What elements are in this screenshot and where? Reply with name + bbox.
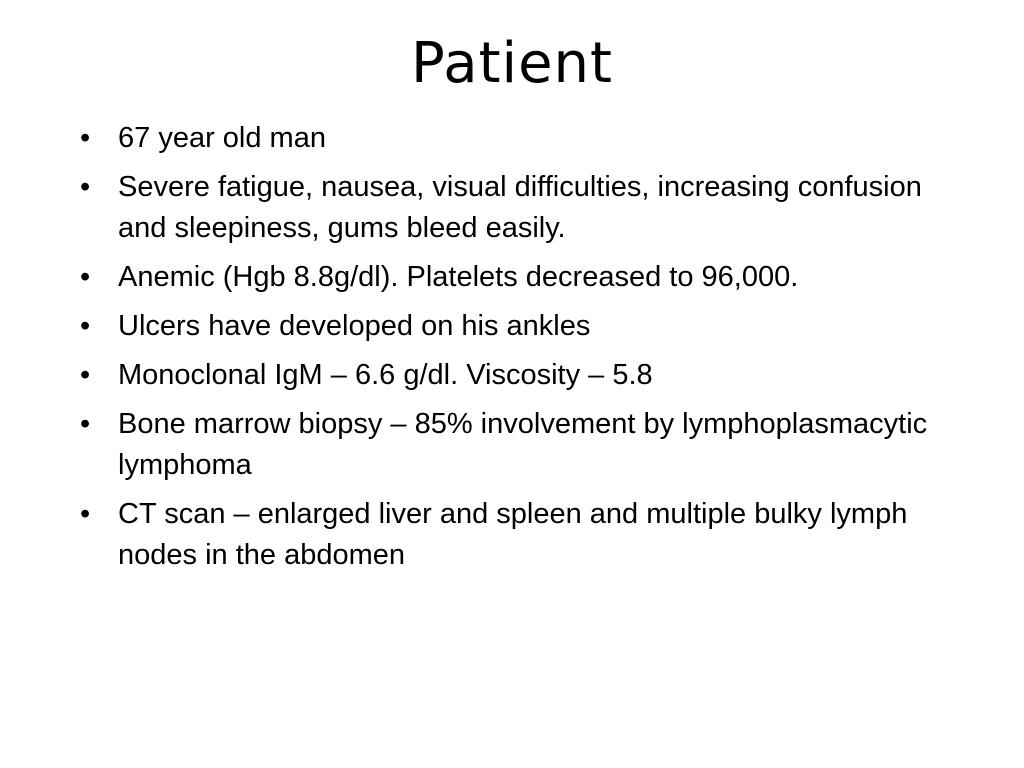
bullet-item-ulcers <box>72 306 952 347</box>
bullet-text: Severe fatigue, nausea, visual difficulties, increasing confusion and sleepiness, gums bleed easily. <box>118 171 922 244</box>
slide-title: Patient <box>411 31 613 96</box>
bullet-list <box>72 118 952 584</box>
bullet-icon: • <box>80 261 91 293</box>
bullet-icon: • <box>80 310 91 342</box>
bullet-icon: • <box>80 122 91 154</box>
bullet-icon: • <box>80 408 91 440</box>
bullet-text: Anemic (Hgb 8.8g/dl). Platelets decreased to 96,000. <box>118 261 799 293</box>
bullet-item-igm <box>72 355 952 396</box>
bullet-icon: • <box>80 171 91 203</box>
bullet-icon: • <box>80 359 91 391</box>
bullet-item-age <box>72 118 952 159</box>
bullet-item-ct-scan <box>72 494 952 576</box>
bullet-item-symptoms <box>72 167 952 249</box>
bullet-text: Bone marrow biopsy – 85% involvement by lymphoplasmacytic lymphoma <box>118 408 928 481</box>
bullet-item-biopsy <box>72 404 952 486</box>
bullet-text: CT scan – enlarged liver and spleen and multiple bulky lymph nodes in the abdomen <box>118 498 908 571</box>
bullet-text: Monoclonal IgM – 6.6 g/dl. Viscosity – 5.8 <box>118 359 653 391</box>
bullet-text: 67 year old man <box>118 122 326 154</box>
bullet-icon: • <box>80 498 91 530</box>
bullet-item-anemia <box>72 257 952 298</box>
bullet-text: Ulcers have developed on his ankles <box>118 310 591 342</box>
